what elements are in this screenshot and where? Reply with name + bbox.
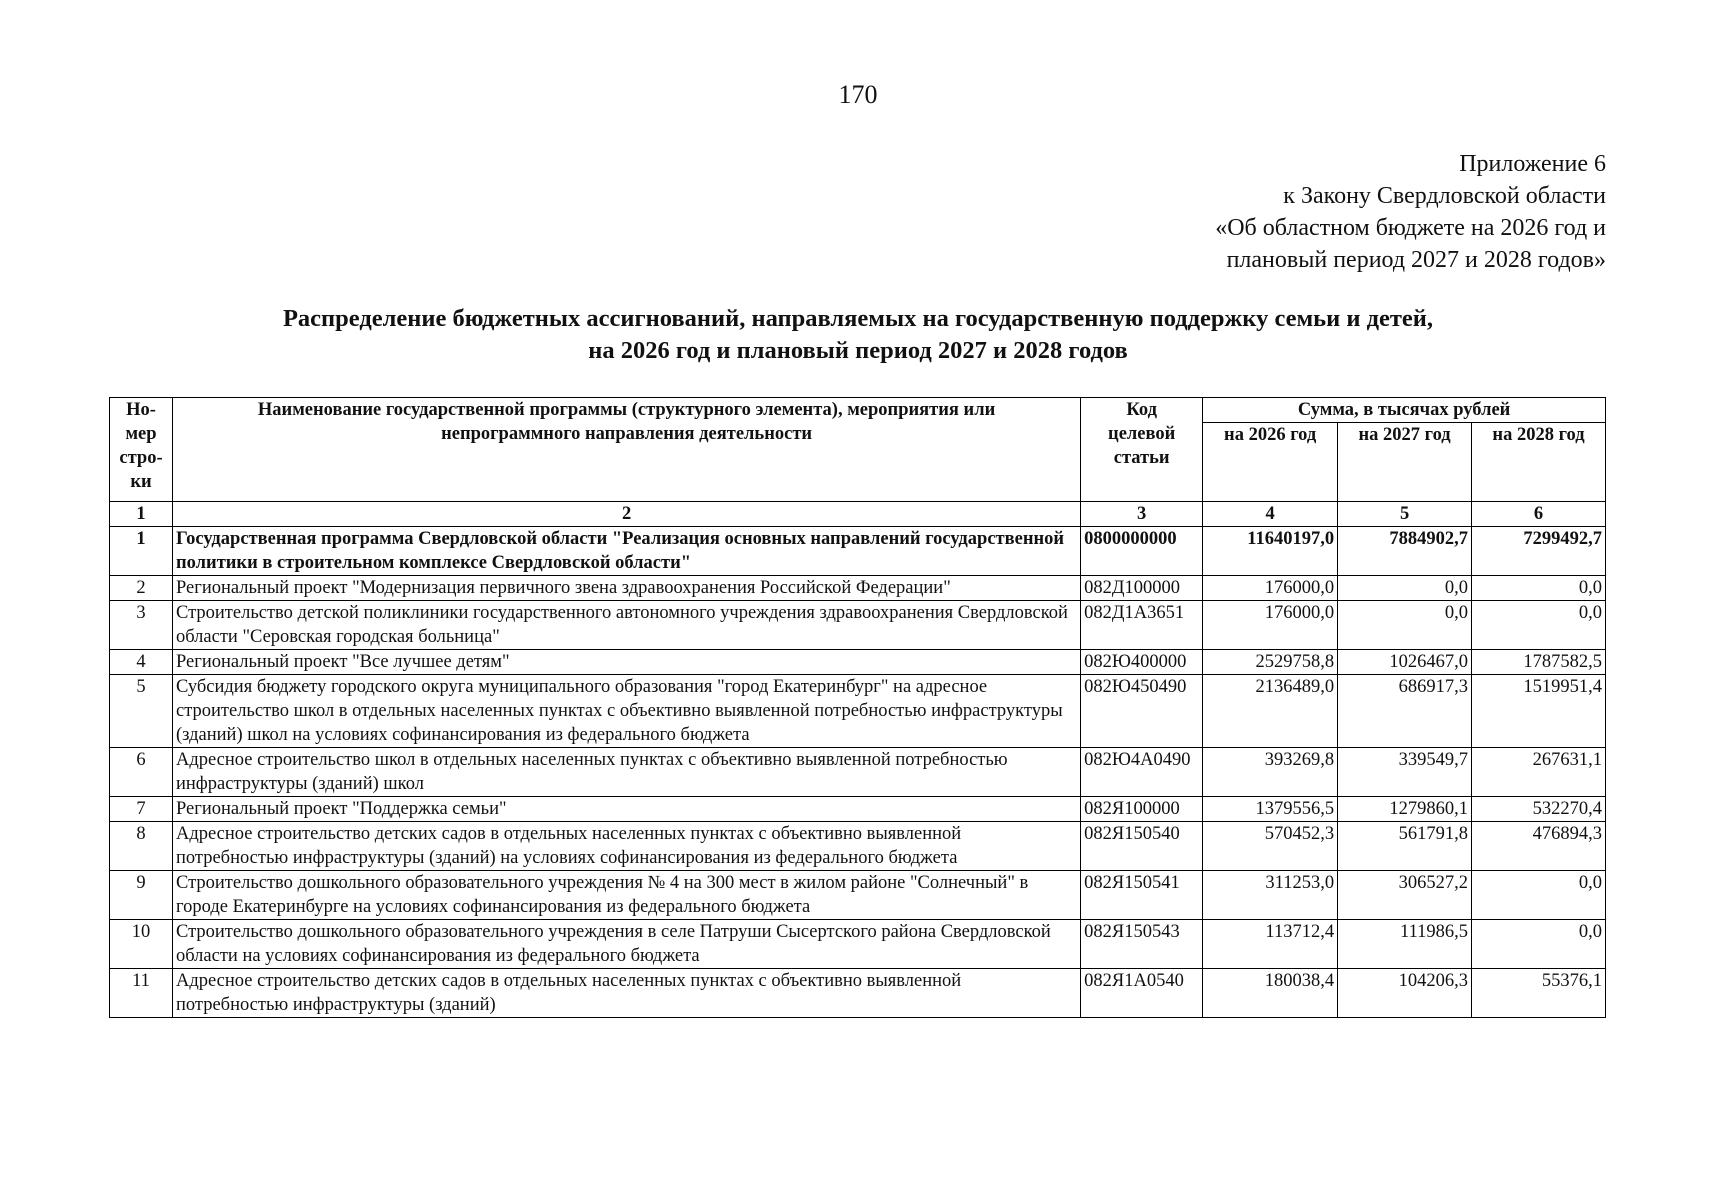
row-number-cell: 5	[110, 675, 173, 748]
row-number-cell: 1	[110, 527, 173, 576]
row-number-cell: 10	[110, 920, 173, 969]
row-amount-2027-cell: 1026467,0	[1338, 650, 1472, 675]
row-amount-2026-cell: 176000,0	[1203, 576, 1338, 601]
row-amount-2028-cell: 1519951,4	[1472, 675, 1606, 748]
row-amount-2028-cell: 0,0	[1472, 871, 1606, 920]
row-name-cell: Строительство детской поликлиники государственного автономного учреждения здравоохранения Свердловской области "Серовская городская больница"	[172, 601, 1080, 650]
column-number: 1	[110, 502, 173, 527]
row-name-cell: Адресное строительство детских садов в отдельных населенных пунктах с объективно выявленной потребностью инфраструктуры (зданий)	[172, 969, 1080, 1018]
row-code-cell: 082Я150543	[1081, 920, 1203, 969]
table-row	[110, 675, 1606, 748]
header-sum-group: Сумма, в тысячах рублей	[1203, 398, 1606, 423]
row-amount-2027-cell: 1279860,1	[1338, 797, 1472, 822]
column-number: 2	[172, 502, 1080, 527]
row-number-cell: 7	[110, 797, 173, 822]
row-number-cell: 9	[110, 871, 173, 920]
row-amount-2027-cell: 686917,3	[1338, 675, 1472, 748]
row-amount-2028-cell: 1787582,5	[1472, 650, 1606, 675]
row-amount-2026-cell: 11640197,0	[1203, 527, 1338, 576]
header-year-2026: на 2026 год	[1203, 423, 1338, 502]
appendix-line: к Закону Свердловской области	[1283, 183, 1606, 209]
table-row	[110, 748, 1606, 797]
row-amount-2027-cell: 0,0	[1338, 576, 1472, 601]
row-amount-2027-cell: 7884902,7	[1338, 527, 1472, 576]
row-amount-2026-cell: 113712,4	[1203, 920, 1338, 969]
title-line: на 2026 год и плановый период 2027 и 2028 годов	[588, 337, 1128, 364]
row-amount-2026-cell: 311253,0	[1203, 871, 1338, 920]
document-title	[0, 303, 1716, 367]
table-row	[110, 920, 1606, 969]
row-amount-2028-cell: 476894,3	[1472, 822, 1606, 871]
budget-table	[109, 397, 1606, 1018]
row-amount-2027-cell: 111986,5	[1338, 920, 1472, 969]
row-amount-2028-cell: 0,0	[1472, 920, 1606, 969]
row-number-cell: 2	[110, 576, 173, 601]
row-amount-2028-cell: 267631,1	[1472, 748, 1606, 797]
row-code-cell: 082Я150540	[1081, 822, 1203, 871]
appendix-line: Приложение 6	[1459, 151, 1606, 177]
row-number-cell: 11	[110, 969, 173, 1018]
row-amount-2027-cell: 339549,7	[1338, 748, 1472, 797]
table-row	[110, 527, 1606, 576]
row-amount-2026-cell: 2529758,8	[1203, 650, 1338, 675]
row-amount-2028-cell: 7299492,7	[1472, 527, 1606, 576]
header-year-2028: на 2028 год	[1472, 423, 1606, 502]
row-code-cell: 082Ю4А0490	[1081, 748, 1203, 797]
row-code-cell: 082Д1А3651	[1081, 601, 1203, 650]
row-name-cell: Субсидия бюджету городского округа муниципального образования "город Екатеринбург" на адресное строительство школ в отдельных населенных пунктах с объективно выявленной потребностью инфраструктуры (зданий) школ на условиях софинансирования из федерального бюджета	[172, 675, 1080, 748]
column-number: 3	[1081, 502, 1203, 527]
row-name-cell: Адресное строительство детских садов в отдельных населенных пунктах с объективно выявленной потребностью инфраструктуры (зданий) на условиях софинансирования из федерального бюджета	[172, 822, 1080, 871]
column-number: 4	[1203, 502, 1338, 527]
row-amount-2026-cell: 393269,8	[1203, 748, 1338, 797]
row-amount-2026-cell: 570452,3	[1203, 822, 1338, 871]
column-number: 5	[1338, 502, 1472, 527]
row-amount-2026-cell: 176000,0	[1203, 601, 1338, 650]
row-code-cell: 082Ю400000	[1081, 650, 1203, 675]
row-code-cell: 082Я150541	[1081, 871, 1203, 920]
row-code-cell: 082Я1А0540	[1081, 969, 1203, 1018]
row-amount-2028-cell: 55376,1	[1472, 969, 1606, 1018]
header-row-number: Но-мер стро-ки	[110, 398, 173, 502]
table-row	[110, 822, 1606, 871]
row-amount-2027-cell: 104206,3	[1338, 969, 1472, 1018]
row-number-cell: 3	[110, 601, 173, 650]
row-name-cell: Адресное строительство школ в отдельных населенных пунктах с объективно выявленной потребностью инфраструктуры (зданий) школ	[172, 748, 1080, 797]
header-name: Наименование государственной программы (структурного элемента), мероприятия или непрограммного направления деятельности	[172, 398, 1080, 502]
row-name-cell: Региональный проект "Модернизация первичного звена здравоохранения Российской Федерации"	[172, 576, 1080, 601]
table-row	[110, 576, 1606, 601]
table-row	[110, 871, 1606, 920]
appendix-line: «Об областном бюджете на 2026 год и	[1215, 215, 1606, 241]
header-code: Код целевой статьи	[1081, 398, 1203, 502]
row-amount-2026-cell: 180038,4	[1203, 969, 1338, 1018]
table-row	[110, 601, 1606, 650]
row-amount-2027-cell: 0,0	[1338, 601, 1472, 650]
row-number-cell: 4	[110, 650, 173, 675]
header-row	[110, 398, 1606, 423]
row-code-cell: 082Д100000	[1081, 576, 1203, 601]
appendix-line: плановый период 2027 и 2028 годов»	[1226, 247, 1606, 273]
table-row	[110, 797, 1606, 822]
row-name-cell: Строительство дошкольного образовательного учреждения в селе Патруши Сысертского района Свердловской области на условиях софинансирования из федерального бюджета	[172, 920, 1080, 969]
column-number: 6	[1472, 502, 1606, 527]
row-amount-2026-cell: 2136489,0	[1203, 675, 1338, 748]
row-name-cell: Региональный проект "Все лучшее детям"	[172, 650, 1080, 675]
appendix-block	[1215, 148, 1606, 276]
row-name-cell: Региональный проект "Поддержка семьи"	[172, 797, 1080, 822]
row-number-cell: 6	[110, 748, 173, 797]
row-amount-2028-cell: 0,0	[1472, 601, 1606, 650]
row-amount-2026-cell: 1379556,5	[1203, 797, 1338, 822]
page-number: 170	[838, 80, 878, 109]
row-code-cell: 082Ю450490	[1081, 675, 1203, 748]
header-year-2027: на 2027 год	[1338, 423, 1472, 502]
table-row	[110, 650, 1606, 675]
row-name-cell: Государственная программа Свердловской области "Реализация основных направлений государственной политики в строительном комплексе Свердловской области"	[172, 527, 1080, 576]
row-amount-2028-cell: 0,0	[1472, 576, 1606, 601]
row-code-cell: 082Я100000	[1081, 797, 1203, 822]
row-amount-2027-cell: 561791,8	[1338, 822, 1472, 871]
row-amount-2027-cell: 306527,2	[1338, 871, 1472, 920]
title-line: Распределение бюджетных ассигнований, направляемых на государственную поддержку семьи и детей,	[282, 305, 1434, 332]
column-number-row	[110, 502, 1606, 527]
row-name-cell: Строительство дошкольного образовательного учреждения № 4 на 300 мест в жилом районе "Солнечный" в городе Екатеринбурге на условиях софинансирования из федерального бюджета	[172, 871, 1080, 920]
row-number-cell: 8	[110, 822, 173, 871]
row-code-cell: 0800000000	[1081, 527, 1203, 576]
table-row	[110, 969, 1606, 1018]
row-amount-2028-cell: 532270,4	[1472, 797, 1606, 822]
